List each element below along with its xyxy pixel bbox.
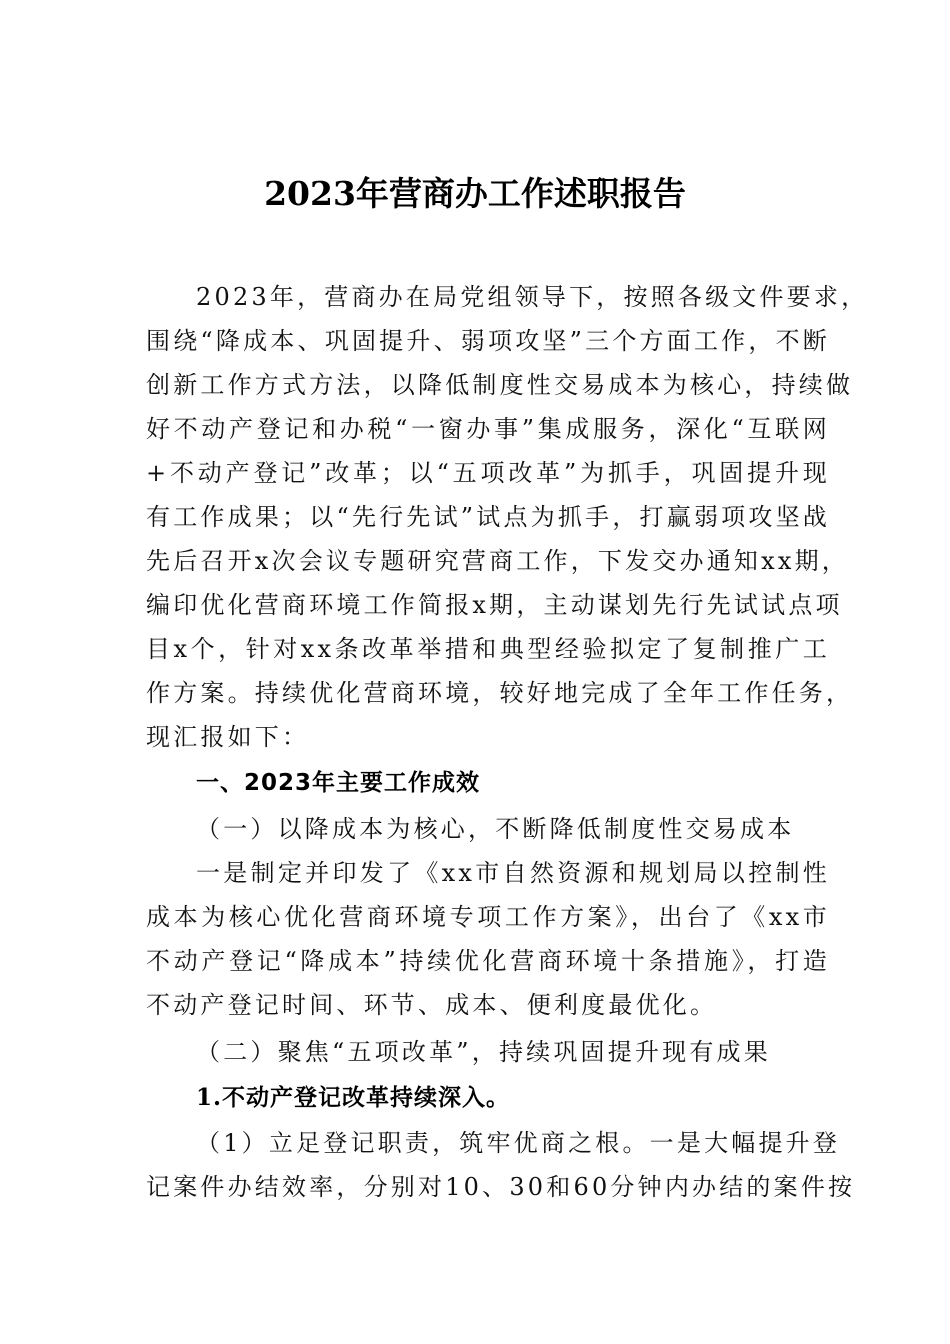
document-title: 2023年营商办工作述职报告 [264, 174, 686, 213]
subsection-heading: （一）以降成本为核心，不断降低制度性交易成本 [196, 815, 795, 843]
subsection-heading: （二）聚焦“五项改革”，持续巩固提升现有成果 [196, 1038, 771, 1066]
body-line: 好不动产登记和办税“一窗办事”集成服务，深化“互联网 [146, 415, 830, 443]
body-line: 成本为核心优化营商环境专项工作方案》，出台了《xx市 [146, 903, 830, 931]
body-line: 创新工作方式方法，以降低制度性交易成本为核心，持续做 [146, 371, 854, 399]
section-heading-1: 一、2023年主要工作成效 [196, 770, 481, 796]
body-line: 不动产登记“降成本”持续优化营商环境十条措施》，打造 [146, 947, 830, 975]
body-line: 编印优化营商环境工作简报x期，主动谋划先行先试试点项 [146, 591, 843, 619]
body-line: 围绕“降成本、巩固提升、弱项攻坚”三个方面工作，不断 [146, 327, 830, 355]
body-line: 不动产登记时间、环节、成本、便利度最优化。 [146, 991, 718, 1019]
body-line: 一是制定并印发了《xx市自然资源和规划局以控制性 [196, 859, 830, 887]
item-heading: 1.不动产登记改革持续深入。 [196, 1084, 511, 1111]
body-line: 现汇报如下： [146, 723, 310, 751]
body-line: +不动产登记”改革；以“五项改革”为抓手，巩固提升现 [146, 459, 830, 487]
body-line: 作方案。持续优化营商环境，较好地完成了全年工作任务， [146, 679, 854, 707]
body-line: 2023年，营商办在局党组领导下，按照各级文件要求， [196, 283, 869, 311]
body-line: （1）立足登记职责，筑牢优商之根。一是大幅提升登 [196, 1129, 841, 1157]
body-line: 先后召开x次会议专题研究营商工作，下发交办通知xx期， [146, 547, 850, 575]
body-line: 记案件办结效率，分别对10、30和60分钟内办结的案件按 [146, 1173, 856, 1201]
body-line: 目x个，针对xx条改革举措和典型经验拟定了复制推广工 [146, 635, 830, 663]
body-line: 有工作成果；以“先行先试”试点为抓手，打赢弱项攻坚战 [146, 503, 830, 531]
